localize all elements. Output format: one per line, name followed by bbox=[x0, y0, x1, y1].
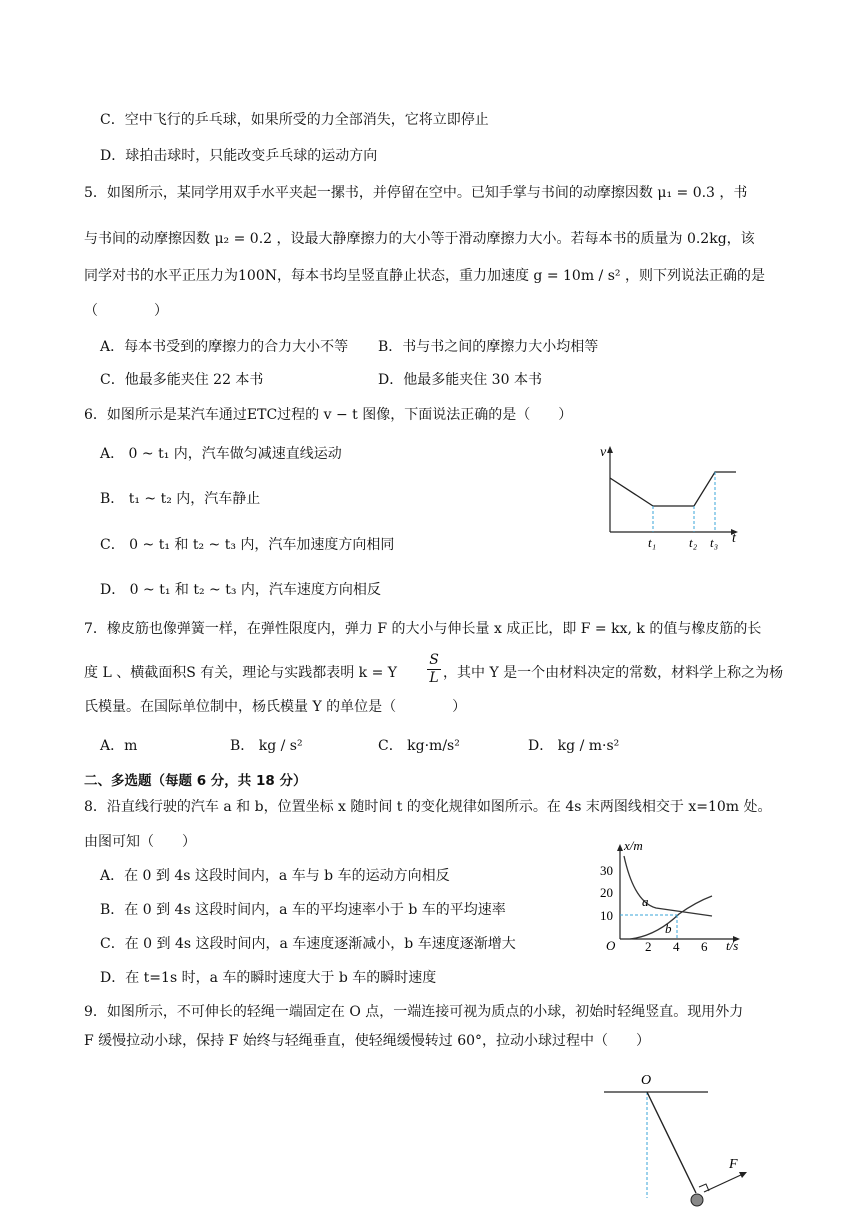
xt-curve-b: b bbox=[665, 921, 672, 936]
question-5-line4: （ ） bbox=[84, 303, 168, 319]
question-5-line3: 同学对书的水平正压力为100N，每本书均呈竖直静止状态，重力加速度 g = 10m / s² ，则下列说法正确的是 bbox=[84, 268, 765, 284]
question-9-line1: 9．如图所示，不可伸长的轻绳一端固定在 O 点，一端连接可视为质点的小球，初始时轻绳竖直。现用外力 bbox=[84, 1004, 744, 1020]
vt-tick-t2: t₂ bbox=[689, 535, 698, 550]
fraction bbox=[427, 652, 441, 687]
fraction-denominator: L bbox=[429, 670, 439, 686]
vt-tick-t1: t₁ bbox=[648, 535, 657, 550]
option-6c: C． 0 ~ t₁ 和 t₂ ~ t₃ 内，汽车加速度方向相同 bbox=[100, 537, 395, 553]
option-4d: D．球拍击球时，只能改变乒乓球的运动方向 bbox=[100, 148, 378, 164]
ball bbox=[691, 1194, 703, 1206]
option-5d: D．他最多能夹住 30 本书 bbox=[378, 372, 542, 388]
xt-tick-2: 2 bbox=[645, 939, 652, 954]
question-7-line1: 7．橡皮筋也像弹簧一样，在弹性限度内，弹力 F 的大小与伸长量 x 成正比，即 F = kx, k 的值与橡皮筋的长 bbox=[84, 621, 762, 637]
option-7b: B． kg / s² bbox=[230, 738, 303, 754]
xt-tick-6: 6 bbox=[701, 939, 708, 954]
pendulum-diagram bbox=[600, 1070, 780, 1216]
option-8d: D．在 t=1s 时，a 车的瞬时速度大于 b 车的瞬时速度 bbox=[100, 970, 437, 986]
question-5-line1: 5．如图所示，某同学用双手水平夹起一摞书，并停留在空中。已知手掌与书间的动摩擦因数 μ₁ = 0.3 ，书 bbox=[84, 185, 748, 201]
option-6d: D． 0 ~ t₁ 和 t₂ ~ t₃ 内，汽车速度方向相反 bbox=[100, 582, 381, 598]
vt-axis-t: t bbox=[732, 531, 736, 546]
question-7-line3: 氏模量。在国际单位制中，杨氏模量 Y 的单位是（ ） bbox=[84, 699, 467, 715]
question-6: 6．如图所示是某汽车通过ETC过程的 v − t 图像，下面说法正确的是（ ） bbox=[84, 407, 573, 423]
option-6b: B． t₁ ~ t₂ 内，汽车静止 bbox=[100, 491, 261, 507]
option-5a: A．每本书受到的摩擦力的合力大小不等 bbox=[100, 339, 349, 355]
xt-origin: O bbox=[606, 938, 616, 953]
option-4c: C．空中飞行的乒乓球，如果所受的力全部消失，它将立即停止 bbox=[100, 112, 489, 128]
fraction-numerator: S bbox=[429, 652, 439, 668]
xt-tick-30: 30 bbox=[600, 863, 613, 878]
question-7-line2b: ，其中 Y 是一个由材料决定的常数，材料学上称之为杨 bbox=[443, 665, 784, 681]
question-9-line2: F 缓慢拉动小球，保持 F 始终与轻绳垂直，使轻绳缓慢转过 60°，拉动小球过程中（ ） bbox=[84, 1033, 651, 1049]
option-8c: C．在 0 到 4s 这段时间内，a 车速度逐渐减小，b 车速度逐渐增大 bbox=[100, 936, 516, 952]
xt-axis-x: x/m bbox=[624, 838, 643, 853]
section-heading-multi: 二、多选题（每题 6 分，共 18 分） bbox=[84, 773, 307, 789]
option-7c: C． kg·m/s² bbox=[378, 738, 460, 754]
option-6a: A． 0 ~ t₁ 内，汽车做匀减速直线运动 bbox=[100, 446, 342, 462]
vt-tick-t3: t₃ bbox=[710, 535, 719, 550]
xt-axis-t: t/s bbox=[726, 938, 739, 953]
xt-tick-4: 4 bbox=[673, 939, 680, 954]
option-5b: B．书与书之间的摩擦力大小均相等 bbox=[378, 339, 599, 355]
option-8a: A．在 0 到 4s 这段时间内，a 车与 b 车的运动方向相反 bbox=[100, 868, 450, 884]
vt-graph bbox=[596, 440, 746, 552]
xt-tick-20: 20 bbox=[600, 885, 613, 900]
xt-curve-a: a bbox=[642, 894, 649, 909]
question-5-line2: 与书间的动摩擦因数 μ₂ = 0.2 ，设最大静摩擦力的大小等于滑动摩擦力大小。若每本书的质量为 0.2kg，该 bbox=[84, 231, 755, 247]
xt-tick-10: 10 bbox=[600, 908, 613, 923]
force-f-label: F bbox=[729, 1157, 738, 1172]
option-7a: A．m bbox=[100, 738, 138, 754]
question-8-line2: 由图可知（ ） bbox=[84, 834, 196, 850]
pivot-o-label: O bbox=[641, 1073, 652, 1088]
option-8b: B．在 0 到 4s 这段时间内，a 车的平均速率小于 b 车的平均速率 bbox=[100, 902, 506, 918]
xt-graph bbox=[596, 836, 756, 956]
question-8-line1: 8．沿直线行驶的汽车 a 和 b，位置坐标 x 随时间 t 的变化规律如图所示。在 4s 末两图线相交于 x=10m 处。 bbox=[84, 799, 772, 815]
option-5c: C．他最多能夹住 22 本书 bbox=[100, 372, 264, 388]
question-7-line2a: 度 L 、横截面积S 有关，理论与实践都表明 k = Y bbox=[84, 665, 398, 681]
vt-axis-v: v bbox=[600, 445, 607, 460]
option-7d: D． kg / m·s² bbox=[528, 738, 620, 754]
